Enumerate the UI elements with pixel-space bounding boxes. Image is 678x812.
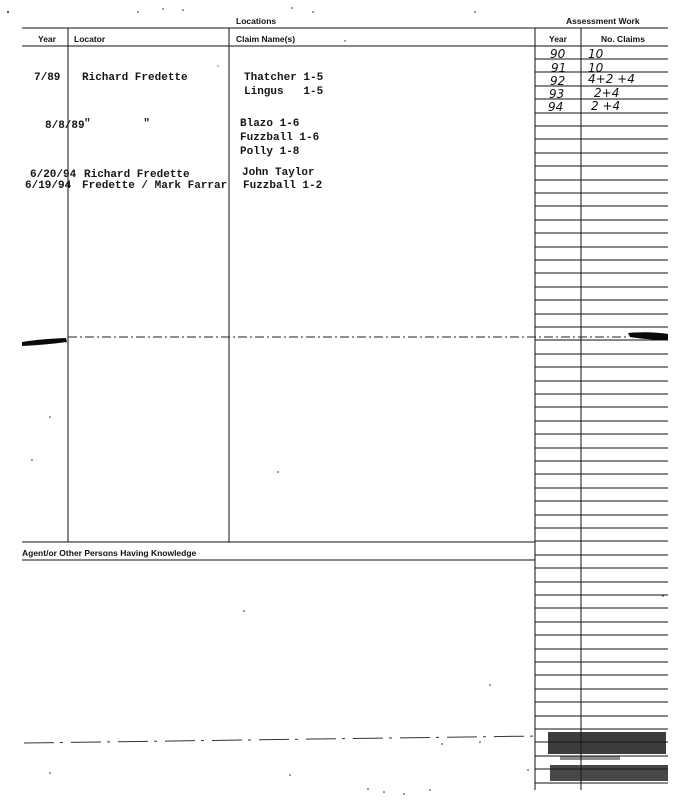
- aw-claims-column-header: No. Claims: [601, 34, 645, 44]
- aw-year-value: 90: [550, 47, 566, 61]
- agent-section-label: Agent/or Other Persons Having Knowledge: [22, 548, 197, 558]
- entry-year: 7/89: [34, 72, 61, 84]
- entry-claim-name: Fuzzball 1-6: [240, 132, 320, 144]
- aw-year-column-header: Year: [549, 34, 567, 44]
- entry-claim-name: Lingus 1-5: [244, 86, 324, 98]
- aw-claims-value: 10: [588, 47, 604, 61]
- claim-names-column-header: Claim Name(s): [236, 34, 296, 44]
- aw-claims-value: 10: [588, 61, 604, 75]
- locator-column-header: Locator: [74, 34, 106, 44]
- ink-smudge-right: [628, 332, 668, 340]
- entry-year: 6/20/94: [30, 169, 77, 181]
- scan-artifact-line: [24, 736, 540, 743]
- entry-claim-name: Blazo 1-6: [240, 118, 300, 130]
- ink-smudge-left: [22, 338, 67, 346]
- entry-locator: Fredette / Mark Farrar: [82, 180, 228, 192]
- aw-year-value: 94: [548, 100, 564, 114]
- entry-locator: " ": [84, 118, 151, 130]
- entry-claim-name: Fuzzball 1-2: [243, 180, 323, 192]
- aw-claims-value: 2+4: [594, 86, 620, 100]
- assessment-work-header: Assessment Work: [566, 16, 640, 26]
- entry-year: 8/8/89: [45, 120, 85, 132]
- entry-year: 6/19/94: [25, 180, 72, 192]
- entry-claim-name: Polly 1-8: [240, 146, 300, 158]
- aw-claims-value: 4+2 +4: [588, 72, 635, 86]
- aw-year-value: 91: [551, 61, 567, 75]
- entry-claim-name: John Taylor: [242, 167, 315, 179]
- year-column-header: Year: [38, 34, 56, 44]
- entry-locator: Richard Fredette: [84, 169, 190, 181]
- entry-locator: Richard Fredette: [82, 72, 188, 84]
- aw-year-value: 92: [550, 74, 566, 88]
- aw-claims-value: 2 +4: [591, 99, 621, 113]
- aw-year-value: 93: [549, 87, 565, 101]
- locations-header: Locations: [236, 16, 277, 26]
- entry-claim-name: Thatcher 1-5: [244, 72, 324, 84]
